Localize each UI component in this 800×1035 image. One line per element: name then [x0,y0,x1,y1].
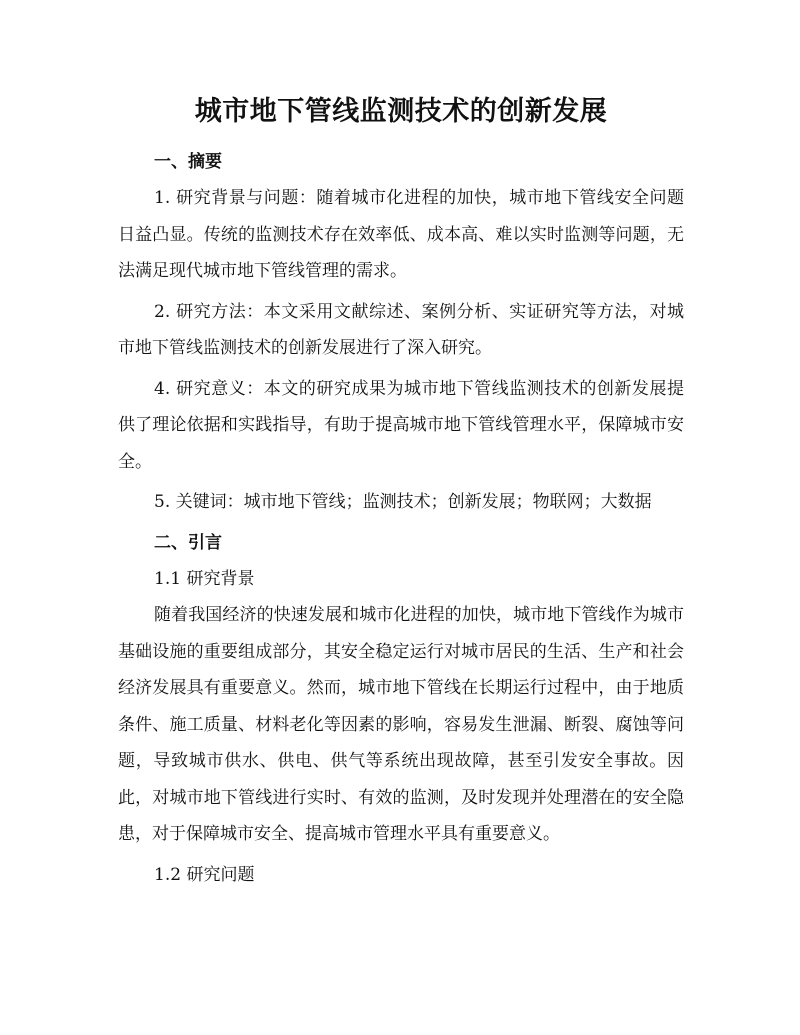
abstract-paragraph-background: 1. 研究背景与问题：随着城市化进程的加快，城市地下管线安全问题日益凸显。传统的监测技术存在效率低、成本高、难以实时监测等问题，无法满足现代城市地下管线管理的需求。 [118,188,684,281]
abstract-paragraph-keywords: 5. 关键词：城市地下管线；监测技术；创新发展；物联网；大数据 [154,492,652,512]
subsection-heading-background: 1.1 研究背景 [154,568,255,589]
subsection-heading-problem: 1.2 研究问题 [154,864,255,885]
abstract-paragraph-methods: 2. 研究方法：本文采用文献综述、案例分析、实证研究等方法，对城市地下管线监测技术的创新发展进行了深入研究。 [118,301,684,358]
introduction-paragraph-background: 随着我国经济的快速发展和城市化进程的加快，城市地下管线作为城市基础设施的重要组成部分，其安全稳定运行对城市居民的生活、生产和社会经济发展具有重要意义。然而，城市地下管线在长期运行过程中，由于地质条件、施工质量、材料老化等因素的影响，容易发生泄漏、断裂、腐蚀等问题，导致城市供水、供电、供气等系统出现故障，甚至引发安全事故。因此，对城市地下管线进行实时、有效的监测，及时发现并处理潜在的安全隐患，对于保障城市安全、提高城市管理水平具有重要意义。 [118,605,684,844]
section-heading-introduction: 二、引言 [154,532,222,553]
section-heading-abstract: 一、摘要 [154,152,222,172]
document-title: 城市地下管线监测技术的创新发展 [194,96,608,127]
abstract-paragraph-significance: 4. 研究意义：本文的研究成果为城市地下管线监测技术的创新发展提供了理论依据和实践指导，有助于提高城市地下管线管理水平，保障城市安全。 [118,378,684,472]
document-page [118,92,684,893]
